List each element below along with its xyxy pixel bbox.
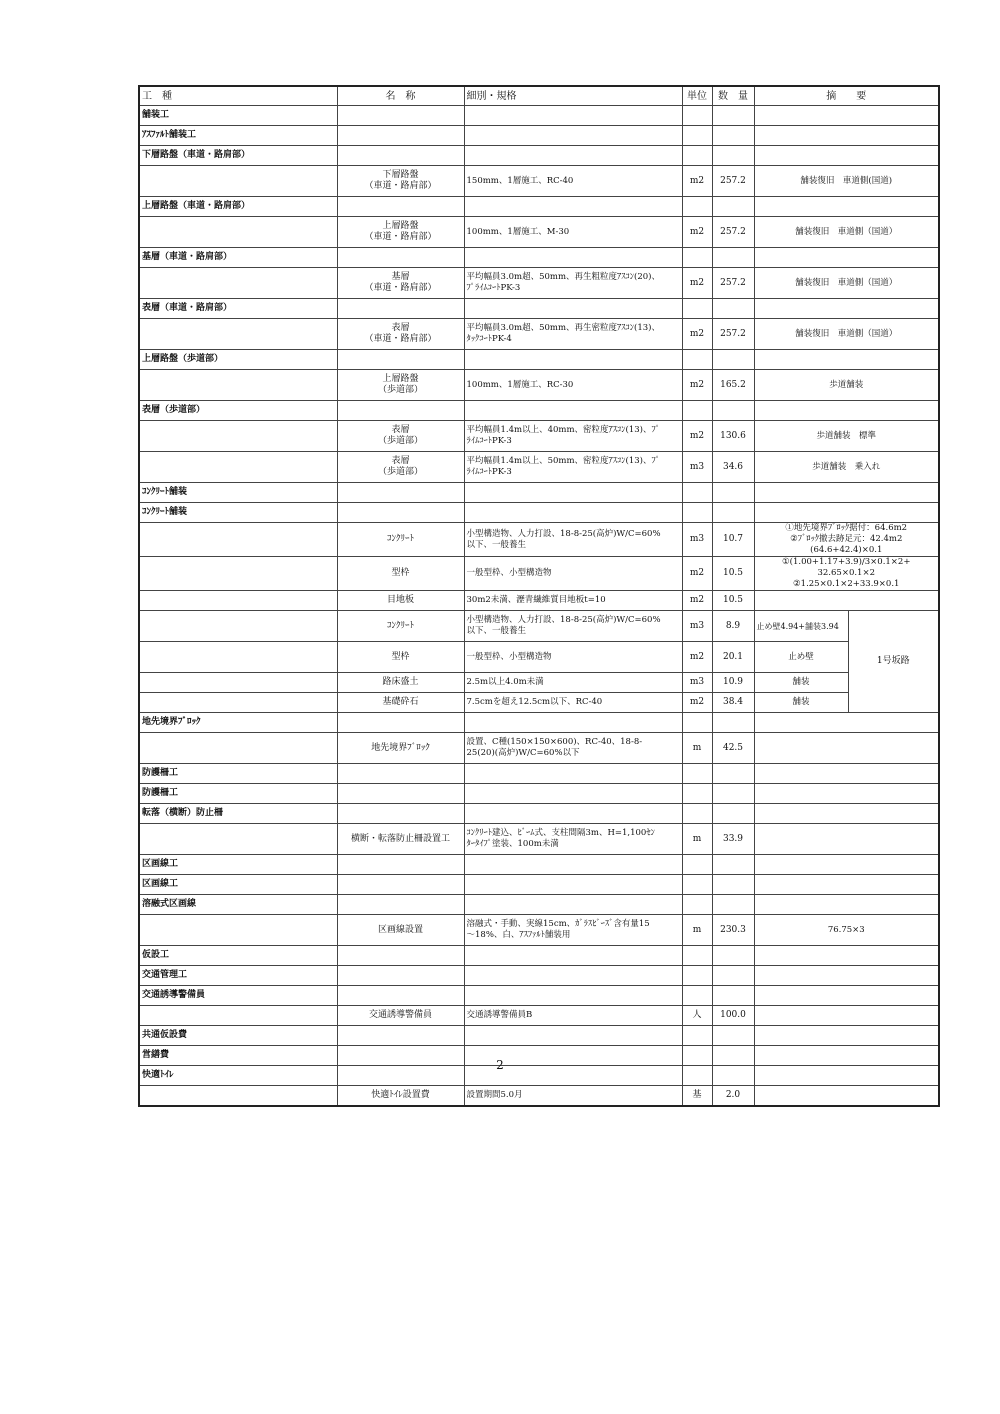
category-row bbox=[139, 966, 939, 986]
header-kouhu: 工 種 bbox=[139, 86, 337, 106]
category-label: 防護柵工 bbox=[139, 784, 337, 804]
cell-spec bbox=[464, 855, 682, 875]
cell-spec bbox=[464, 986, 682, 1006]
item-note bbox=[754, 733, 939, 764]
category-label: 基層（車道・路肩部） bbox=[139, 248, 337, 268]
cell-note bbox=[754, 197, 939, 217]
cell-name bbox=[337, 126, 464, 146]
cell-name bbox=[337, 713, 464, 733]
item-unit: m bbox=[682, 733, 712, 764]
item-name: 下層路盤 （車道・路肩部） bbox=[337, 166, 464, 197]
item-unit: m bbox=[682, 824, 712, 855]
item-spec: 150mm、1層施工、RC-40 bbox=[464, 166, 682, 197]
cell-note bbox=[754, 299, 939, 319]
item-name: 表層 （歩道部） bbox=[337, 421, 464, 452]
header-note: 摘 要 bbox=[754, 86, 939, 106]
item-qty: 257.2 bbox=[712, 217, 754, 248]
item-unit: m2 bbox=[682, 319, 712, 350]
category-label: 仮設工 bbox=[139, 946, 337, 966]
cell-kouhu bbox=[139, 1086, 337, 1107]
item-name: 表層 （車道・路肩部） bbox=[337, 319, 464, 350]
estimate-sheet bbox=[138, 85, 938, 1107]
item-note: ①地先境界ﾌﾞﾛｯｸ据付：64.6m2 ②ﾌﾞﾛｯｸ撤去跡足元：42.4m2 (64.6+42.4)×0.1 bbox=[754, 523, 939, 557]
item-note: 舗装復旧 車道側（国道） bbox=[754, 268, 939, 299]
item-row bbox=[139, 421, 939, 452]
cell-note bbox=[754, 483, 939, 503]
estimate-table bbox=[138, 85, 940, 1107]
cell-note bbox=[754, 126, 939, 146]
cell-spec bbox=[464, 299, 682, 319]
item-spec: 100mm、1層施工、M-30 bbox=[464, 217, 682, 248]
cell-qty bbox=[712, 248, 754, 268]
cell-note bbox=[754, 804, 939, 824]
item-note bbox=[754, 824, 939, 855]
cell-unit bbox=[682, 966, 712, 986]
item-qty: 257.2 bbox=[712, 319, 754, 350]
page-number: 2 bbox=[496, 1058, 504, 1072]
header-name: 名 称 bbox=[337, 86, 464, 106]
cell-kouhu bbox=[139, 591, 337, 611]
cell-name bbox=[337, 483, 464, 503]
cell-unit bbox=[682, 401, 712, 421]
cell-name bbox=[337, 1026, 464, 1046]
item-spec: 7.5cmを超え12.5cm以下、RC-40 bbox=[464, 693, 682, 713]
item-unit: m bbox=[682, 915, 712, 946]
item-qty: 165.2 bbox=[712, 370, 754, 401]
cell-spec bbox=[464, 350, 682, 370]
category-row bbox=[139, 483, 939, 503]
cell-qty bbox=[712, 401, 754, 421]
table-body bbox=[139, 106, 939, 1107]
cell-unit bbox=[682, 350, 712, 370]
category-row bbox=[139, 875, 939, 895]
cell-name bbox=[337, 946, 464, 966]
item-qty: 130.6 bbox=[712, 421, 754, 452]
item-name: 上層路盤 （歩道部） bbox=[337, 370, 464, 401]
category-row bbox=[139, 895, 939, 915]
cell-unit bbox=[682, 299, 712, 319]
item-row bbox=[139, 642, 939, 673]
item-qty: 230.3 bbox=[712, 915, 754, 946]
cell-name bbox=[337, 875, 464, 895]
cell-unit bbox=[682, 126, 712, 146]
item-name: ｺﾝｸﾘｰﾄ bbox=[337, 611, 464, 642]
cell-unit bbox=[682, 483, 712, 503]
category-row bbox=[139, 946, 939, 966]
item-name: 路床盛土 bbox=[337, 673, 464, 693]
category-label: 舗装工 bbox=[139, 106, 337, 126]
cell-name bbox=[337, 146, 464, 166]
category-row bbox=[139, 804, 939, 824]
cell-qty bbox=[712, 1026, 754, 1046]
cell-qty bbox=[712, 350, 754, 370]
category-row bbox=[139, 1026, 939, 1046]
cell-qty bbox=[712, 986, 754, 1006]
category-row bbox=[139, 713, 939, 733]
item-unit: m3 bbox=[682, 611, 712, 642]
cell-note bbox=[754, 1026, 939, 1046]
cell-qty bbox=[712, 197, 754, 217]
item-row bbox=[139, 166, 939, 197]
cell-note bbox=[754, 986, 939, 1006]
cell-unit bbox=[682, 804, 712, 824]
item-note: 舗装 bbox=[754, 693, 848, 713]
cell-unit bbox=[682, 946, 712, 966]
item-qty: 34.6 bbox=[712, 452, 754, 483]
item-spec: 設置、C種(150×150×600)、RC-40、18-8- 25(20)(高炉)W/C=60%以下 bbox=[464, 733, 682, 764]
item-name: 区画線設置 bbox=[337, 915, 464, 946]
item-unit: m2 bbox=[682, 557, 712, 591]
item-unit: m3 bbox=[682, 452, 712, 483]
item-unit: m2 bbox=[682, 217, 712, 248]
cell-note bbox=[754, 146, 939, 166]
item-note bbox=[754, 1086, 939, 1107]
cell-qty bbox=[712, 966, 754, 986]
cell-qty bbox=[712, 503, 754, 523]
group-note: 1号坂路 bbox=[848, 611, 939, 713]
item-qty: 257.2 bbox=[712, 166, 754, 197]
category-label: 交通誘導警備員 bbox=[139, 986, 337, 1006]
cell-note bbox=[754, 946, 939, 966]
item-note: 止め壁4.94+舗装3.94 bbox=[754, 611, 848, 642]
item-note: 歩道舗装 乗入れ bbox=[754, 452, 939, 483]
category-label: 営繕費 bbox=[139, 1046, 337, 1066]
cell-kouhu bbox=[139, 166, 337, 197]
cell-unit bbox=[682, 146, 712, 166]
category-label: 下層路盤（車道・路肩部） bbox=[139, 146, 337, 166]
item-unit: m2 bbox=[682, 166, 712, 197]
cell-name bbox=[337, 784, 464, 804]
item-qty: 10.5 bbox=[712, 591, 754, 611]
item-row bbox=[139, 370, 939, 401]
category-label: 交通管理工 bbox=[139, 966, 337, 986]
cell-qty bbox=[712, 875, 754, 895]
category-row bbox=[139, 401, 939, 421]
item-name: 表層 （歩道部） bbox=[337, 452, 464, 483]
category-row bbox=[139, 855, 939, 875]
cell-note bbox=[754, 503, 939, 523]
item-note: 歩道舗装 bbox=[754, 370, 939, 401]
item-unit: m2 bbox=[682, 268, 712, 299]
cell-name bbox=[337, 401, 464, 421]
cell-note bbox=[754, 855, 939, 875]
cell-qty bbox=[712, 764, 754, 784]
cell-spec bbox=[464, 503, 682, 523]
cell-kouhu bbox=[139, 319, 337, 350]
cell-name bbox=[337, 248, 464, 268]
cell-name bbox=[337, 895, 464, 915]
cell-spec bbox=[464, 483, 682, 503]
cell-name bbox=[337, 966, 464, 986]
cell-name bbox=[337, 804, 464, 824]
cell-qty bbox=[712, 483, 754, 503]
category-label: 表層（車道・路肩部） bbox=[139, 299, 337, 319]
cell-spec bbox=[464, 106, 682, 126]
cell-note bbox=[754, 784, 939, 804]
category-row bbox=[139, 146, 939, 166]
item-name: 基層 （車道・路肩部） bbox=[337, 268, 464, 299]
cell-note bbox=[754, 401, 939, 421]
category-label: 快適ﾄｲﾚ bbox=[139, 1066, 337, 1086]
cell-spec bbox=[464, 895, 682, 915]
category-label: 区画線工 bbox=[139, 875, 337, 895]
item-unit: m3 bbox=[682, 673, 712, 693]
item-row bbox=[139, 733, 939, 764]
cell-qty bbox=[712, 855, 754, 875]
item-row bbox=[139, 693, 939, 713]
category-row bbox=[139, 764, 939, 784]
header-qty: 数 量 bbox=[712, 86, 754, 106]
cell-spec bbox=[464, 966, 682, 986]
item-qty: 33.9 bbox=[712, 824, 754, 855]
item-spec: 平均幅員1.4m以上、50mm、密粒度ｱｽｺﾝ(13)、ﾌﾟ ﾗｲﾑｺｰﾄPK-3 bbox=[464, 452, 682, 483]
item-row bbox=[139, 1006, 939, 1026]
cell-note bbox=[754, 764, 939, 784]
category-label: ｺﾝｸﾘｰﾄ舗装 bbox=[139, 483, 337, 503]
item-unit: m3 bbox=[682, 523, 712, 557]
cell-spec bbox=[464, 713, 682, 733]
cell-name bbox=[337, 106, 464, 126]
cell-spec bbox=[464, 784, 682, 804]
item-row bbox=[139, 824, 939, 855]
cell-name bbox=[337, 986, 464, 1006]
item-spec: 100mm、1層施工、RC-30 bbox=[464, 370, 682, 401]
item-spec: 溶融式・手動、実線15cm、ｶﾞﾗｽﾋﾞｰｽﾞ含有量15 ～18%、白、ｱｽﾌｧﾙﾄ舗装用 bbox=[464, 915, 682, 946]
header-unit: 単位 bbox=[682, 86, 712, 106]
category-label: 表層（歩道部） bbox=[139, 401, 337, 421]
category-row bbox=[139, 248, 939, 268]
table-header-row bbox=[139, 86, 939, 106]
item-name: ｺﾝｸﾘｰﾄ bbox=[337, 523, 464, 557]
item-row bbox=[139, 673, 939, 693]
item-note: 止め壁 bbox=[754, 642, 848, 673]
item-name: 基礎砕石 bbox=[337, 693, 464, 713]
cell-name bbox=[337, 503, 464, 523]
category-row bbox=[139, 986, 939, 1006]
item-name: 型枠 bbox=[337, 642, 464, 673]
item-name: 交通誘導警備員 bbox=[337, 1006, 464, 1026]
item-row bbox=[139, 217, 939, 248]
cell-kouhu bbox=[139, 611, 337, 642]
category-row bbox=[139, 503, 939, 523]
item-qty: 2.0 bbox=[712, 1086, 754, 1107]
cell-kouhu bbox=[139, 733, 337, 764]
cell-qty bbox=[712, 895, 754, 915]
item-unit: 基 bbox=[682, 1086, 712, 1107]
item-spec: 小型構造物、人力打設、18-8-25(高炉)W/C=60% 以下、一般養生 bbox=[464, 523, 682, 557]
category-row bbox=[139, 784, 939, 804]
cell-kouhu bbox=[139, 523, 337, 557]
cell-spec bbox=[464, 197, 682, 217]
item-spec: 交通誘導警備員B bbox=[464, 1006, 682, 1026]
item-spec: 小型構造物、人力打設、18-8-25(高炉)W/C=60% 以下、一般養生 bbox=[464, 611, 682, 642]
cell-unit bbox=[682, 197, 712, 217]
item-spec: 設置期間5.0月 bbox=[464, 1086, 682, 1107]
cell-kouhu bbox=[139, 217, 337, 248]
item-spec: 2.5m以上4.0m未満 bbox=[464, 673, 682, 693]
cell-note bbox=[754, 875, 939, 895]
category-label: 上層路盤（車道・路肩部） bbox=[139, 197, 337, 217]
item-note bbox=[754, 1006, 939, 1026]
cell-unit bbox=[682, 875, 712, 895]
cell-spec bbox=[464, 401, 682, 421]
cell-name bbox=[337, 197, 464, 217]
category-label: 防護柵工 bbox=[139, 764, 337, 784]
cell-kouhu bbox=[139, 557, 337, 591]
item-spec: ｺﾝｸﾘｰﾄ建込、ﾋﾞｰﾑ式、支柱間隔3m、H=1,100ｾﾝ ﾀｰﾀｲﾌﾟ塗装、100m未満 bbox=[464, 824, 682, 855]
cell-qty bbox=[712, 146, 754, 166]
item-note: 舗装復旧 車道側（国道） bbox=[754, 217, 939, 248]
cell-kouhu bbox=[139, 452, 337, 483]
cell-name bbox=[337, 350, 464, 370]
item-row bbox=[139, 319, 939, 350]
item-name: 型枠 bbox=[337, 557, 464, 591]
item-unit: m2 bbox=[682, 642, 712, 673]
cell-kouhu bbox=[139, 693, 337, 713]
item-name: 地先境界ﾌﾞﾛｯｸ bbox=[337, 733, 464, 764]
item-spec: 平均幅員1.4m以上、40mm、密粒度ｱｽｺﾝ(13)、ﾌﾟ ﾗｲﾑｺｰﾄPK-3 bbox=[464, 421, 682, 452]
category-row bbox=[139, 126, 939, 146]
item-note: 舗装復旧 車道側(国道) bbox=[754, 166, 939, 197]
item-row bbox=[139, 452, 939, 483]
cell-name bbox=[337, 764, 464, 784]
cell-kouhu bbox=[139, 642, 337, 673]
cell-unit bbox=[682, 1026, 712, 1046]
cell-name bbox=[337, 855, 464, 875]
cell-spec bbox=[464, 875, 682, 895]
item-qty: 38.4 bbox=[712, 693, 754, 713]
item-note: 舗装 bbox=[754, 673, 848, 693]
cell-kouhu bbox=[139, 824, 337, 855]
cell-note bbox=[754, 350, 939, 370]
item-spec: 平均幅員3.0m超、50mm、再生粗粒度ｱｽｺﾝ(20)、 ﾌﾟﾗｲﾑｺｰﾄPK-3 bbox=[464, 268, 682, 299]
cell-spec bbox=[464, 1026, 682, 1046]
cell-unit bbox=[682, 986, 712, 1006]
item-name: 上層路盤 （車道・路肩部） bbox=[337, 217, 464, 248]
item-qty: 10.7 bbox=[712, 523, 754, 557]
item-qty: 10.9 bbox=[712, 673, 754, 693]
item-unit: m2 bbox=[682, 693, 712, 713]
cell-spec bbox=[464, 248, 682, 268]
item-row bbox=[139, 523, 939, 557]
cell-note bbox=[754, 106, 939, 126]
cell-name bbox=[337, 299, 464, 319]
category-label: ｺﾝｸﾘｰﾄ舗装 bbox=[139, 503, 337, 523]
item-row bbox=[139, 1086, 939, 1107]
item-row bbox=[139, 557, 939, 591]
cell-qty bbox=[712, 713, 754, 733]
cell-unit bbox=[682, 248, 712, 268]
cell-spec bbox=[464, 126, 682, 146]
item-name: 目地板 bbox=[337, 591, 464, 611]
item-row bbox=[139, 915, 939, 946]
cell-qty bbox=[712, 946, 754, 966]
item-note: 歩道舗装 標準 bbox=[754, 421, 939, 452]
category-label: 溶融式区画線 bbox=[139, 895, 337, 915]
cell-spec bbox=[464, 804, 682, 824]
cell-qty bbox=[712, 126, 754, 146]
item-note: 舗装復旧 車道側（国道） bbox=[754, 319, 939, 350]
item-qty: 257.2 bbox=[712, 268, 754, 299]
header-spec: 細別・規格 bbox=[464, 86, 682, 106]
item-spec: 平均幅員3.0m超、50mm、再生密粒度ｱｽｺﾝ(13)、 ﾀｯｸｺｰﾄPK-4 bbox=[464, 319, 682, 350]
category-row bbox=[139, 350, 939, 370]
category-label: ｱｽﾌｧﾙﾄ舗装工 bbox=[139, 126, 337, 146]
cell-kouhu bbox=[139, 268, 337, 299]
item-unit: 人 bbox=[682, 1006, 712, 1026]
cell-spec bbox=[464, 764, 682, 784]
cell-note bbox=[754, 248, 939, 268]
item-qty: 100.0 bbox=[712, 1006, 754, 1026]
cell-note bbox=[754, 966, 939, 986]
cell-unit bbox=[682, 855, 712, 875]
item-row bbox=[139, 591, 939, 611]
cell-qty bbox=[712, 299, 754, 319]
item-unit: m2 bbox=[682, 370, 712, 401]
item-qty: 42.5 bbox=[712, 733, 754, 764]
item-note bbox=[754, 591, 939, 611]
item-note: 76.75×3 bbox=[754, 915, 939, 946]
item-row bbox=[139, 268, 939, 299]
cell-kouhu bbox=[139, 421, 337, 452]
item-spec: 一般型枠、小型構造物 bbox=[464, 642, 682, 673]
item-name: 横断・転落防止柵設置工 bbox=[337, 824, 464, 855]
cell-kouhu bbox=[139, 915, 337, 946]
category-label: 上層路盤（歩道部） bbox=[139, 350, 337, 370]
item-spec: 30m2未満、瀝青繊維質目地板t=10 bbox=[464, 591, 682, 611]
item-note: ①(1.00+1.17+3.9)/3×0.1×2+ 32.65×0.1×2 ②1.25×0.1×2+33.9×0.1 bbox=[754, 557, 939, 591]
item-qty: 10.5 bbox=[712, 557, 754, 591]
category-label: 転落（横断）防止柵 bbox=[139, 804, 337, 824]
cell-unit bbox=[682, 713, 712, 733]
cell-unit bbox=[682, 784, 712, 804]
item-row bbox=[139, 611, 939, 642]
category-label: 地先境界ﾌﾞﾛｯｸ bbox=[139, 713, 337, 733]
cell-note bbox=[754, 895, 939, 915]
item-qty: 20.1 bbox=[712, 642, 754, 673]
cell-qty bbox=[712, 106, 754, 126]
item-qty: 8.9 bbox=[712, 611, 754, 642]
item-unit: m2 bbox=[682, 421, 712, 452]
category-row bbox=[139, 299, 939, 319]
cell-unit bbox=[682, 895, 712, 915]
cell-kouhu bbox=[139, 673, 337, 693]
cell-qty bbox=[712, 804, 754, 824]
category-label: 区画線工 bbox=[139, 855, 337, 875]
cell-spec bbox=[464, 946, 682, 966]
cell-kouhu bbox=[139, 1006, 337, 1026]
cell-unit bbox=[682, 106, 712, 126]
item-unit: m2 bbox=[682, 591, 712, 611]
cell-spec bbox=[464, 146, 682, 166]
category-row bbox=[139, 106, 939, 126]
item-name: 快適ﾄｲﾚ設置費 bbox=[337, 1086, 464, 1107]
cell-kouhu bbox=[139, 370, 337, 401]
cell-note bbox=[754, 713, 939, 733]
item-spec: 一般型枠、小型構造物 bbox=[464, 557, 682, 591]
cell-unit bbox=[682, 764, 712, 784]
category-row bbox=[139, 197, 939, 217]
category-label: 共通仮設費 bbox=[139, 1026, 337, 1046]
cell-qty bbox=[712, 784, 754, 804]
cell-unit bbox=[682, 503, 712, 523]
